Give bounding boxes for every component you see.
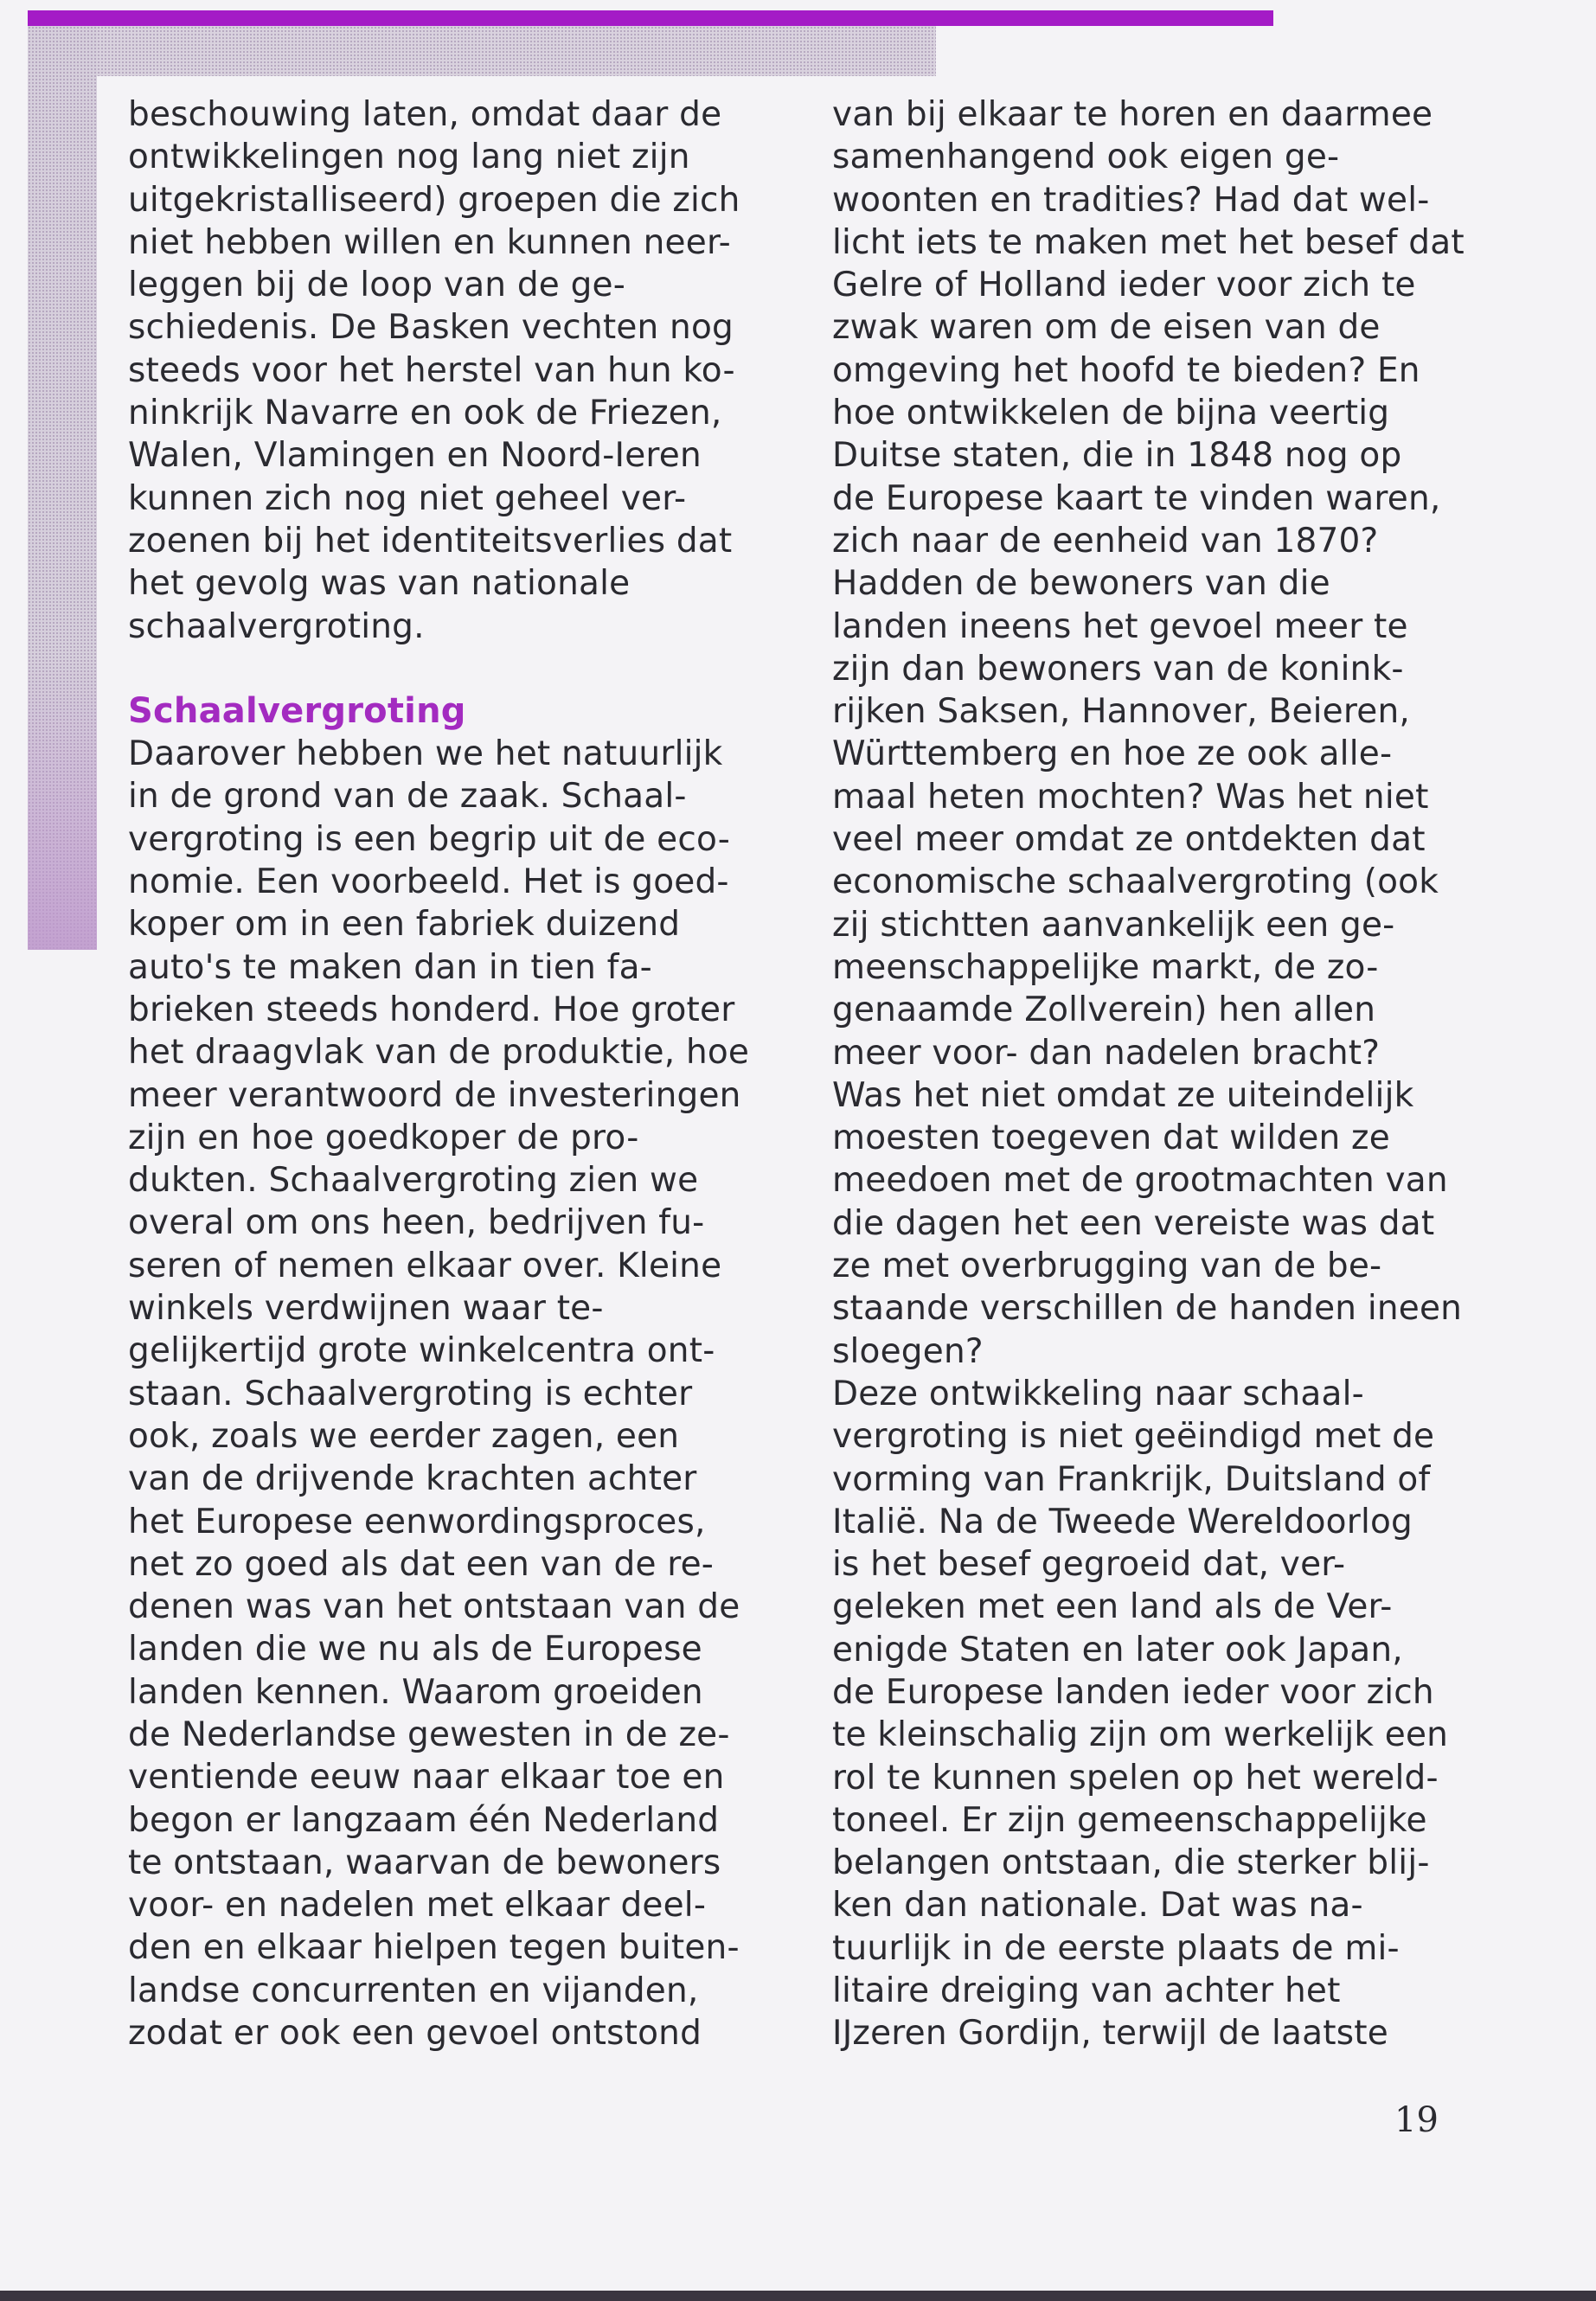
- text-line: Württemberg en hoe ze ook alle-: [832, 734, 1393, 774]
- section-heading: Schaalvergroting: [128, 690, 466, 731]
- left-paragraph-1: [128, 93, 751, 648]
- text-line: het Europese eenwordingsproces,: [128, 1502, 706, 1541]
- text-line: net zo goed als dat een van de re-: [128, 1544, 715, 1584]
- text-line: vergroting is een begrip uit de eco-: [128, 819, 731, 859]
- text-line: begon er langzaam één Nederland: [128, 1800, 720, 1840]
- text-line: omgeving het hoofd te bieden? En: [832, 350, 1420, 390]
- text-line: sloegen?: [832, 1331, 984, 1371]
- right-column: [832, 93, 1490, 2055]
- text-line: samenhangend ook eigen ge-: [832, 138, 1340, 177]
- text-line: ventiende eeuw naar elkaar toe en: [128, 1758, 725, 1798]
- text-line: staande verschillen de handen ineen: [832, 1289, 1463, 1329]
- text-line: in de grond van de zaak. Schaal-: [128, 777, 687, 817]
- text-line: steeds voor het herstel van hun ko-: [128, 350, 735, 390]
- right-paragraph-2: [832, 1373, 1490, 2055]
- text-line: hoe ontwikkelen de bijna veertig: [832, 394, 1390, 433]
- right-paragraph-1: [832, 93, 1490, 1373]
- text-line: vorming van Frankrijk, Duitsland of: [832, 1459, 1431, 1499]
- text-line: te ontstaan, waarvan de bewoners: [128, 1843, 721, 1882]
- page-number: 19: [1394, 2100, 1439, 2140]
- text-line: maal heten mochten? Was het niet: [832, 777, 1429, 817]
- text-line: den en elkaar hielpen tegen buiten-: [128, 1928, 740, 1968]
- text-line: zwak waren om de eisen van de: [832, 308, 1381, 348]
- text-line: ze met overbrugging van de be-: [832, 1247, 1382, 1286]
- text-line: woonten en tradities? Had dat wel-: [832, 180, 1430, 220]
- accent-bar: [28, 10, 1273, 26]
- text-line: gelijkertijd grote winkelcentra ont-: [128, 1331, 715, 1371]
- text-line: ninkrijk Navarre en ook de Friezen,: [128, 394, 722, 433]
- text-line: vergroting is niet geëindigd met de: [832, 1417, 1435, 1457]
- decorative-shade-fade: [28, 657, 97, 950]
- text-line: beschouwing laten, omdat daar de: [128, 95, 722, 134]
- text-line: uitgekristalliseerd) groepen die zich: [128, 180, 740, 220]
- text-line: dukten. Schaalvergroting zien we: [128, 1161, 699, 1201]
- text-line: nomie. Een voorbeeld. Het is goed-: [128, 862, 729, 902]
- text-line: meer voor- dan nadelen bracht?: [832, 1033, 1381, 1073]
- text-line: de Europese kaart te vinden waren,: [832, 478, 1441, 518]
- text-line: denen was van het ontstaan van de: [128, 1587, 740, 1627]
- text-line: auto's te maken dan in tien fa-: [128, 947, 652, 987]
- text-line: moesten toegeven dat wilden ze: [832, 1118, 1390, 1158]
- text-line: licht iets te maken met het besef dat: [832, 222, 1465, 262]
- text-line: kunnen zich nog niet geheel ver-: [128, 478, 687, 518]
- text-line: meedoen met de grootmachten van: [832, 1161, 1448, 1201]
- text-line: zijn en hoe goedkoper de pro-: [128, 1118, 639, 1157]
- text-line: landen ineens het gevoel meer te: [832, 606, 1408, 646]
- text-line: ken dan nationale. Dat was na-: [832, 1886, 1363, 1926]
- text-line: meenschappelijke markt, de zo-: [832, 947, 1379, 987]
- left-paragraph-2: [128, 733, 751, 2054]
- text-line: Walen, Vlamingen en Noord-Ieren: [128, 436, 702, 476]
- text-line: veel meer omdat ze ontdekten dat: [832, 820, 1426, 860]
- text-line: rijken Saksen, Hannover, Beieren,: [832, 692, 1410, 732]
- text-line: is het besef gegroeid dat, ver-: [832, 1545, 1346, 1585]
- text-line: de Nederlandse gewesten in de ze-: [128, 1715, 730, 1754]
- text-line: leggen bij de loop van de ge-: [128, 266, 625, 305]
- text-line: voor- en nadelen met elkaar deel-: [128, 1886, 707, 1926]
- text-line: van bij elkaar te horen en daarmee: [832, 95, 1433, 134]
- text-line: die dagen het een vereiste was dat: [832, 1203, 1435, 1243]
- text-line: zijn dan bewoners van de konink-: [832, 649, 1404, 689]
- text-line: winkels verdwijnen waar te-: [128, 1289, 604, 1329]
- text-line: het gevolg was van nationale: [128, 564, 631, 604]
- text-line: enigde Staten en later ook Japan,: [832, 1630, 1403, 1670]
- text-line: rol te kunnen spelen op het wereld-: [832, 1758, 1439, 1798]
- text-line: economische schaalvergroting (ook: [832, 862, 1439, 902]
- text-line: zodat er ook een gevoel ontstond: [128, 2014, 702, 2054]
- text-line: overal om ons heen, bedrijven fu-: [128, 1203, 705, 1243]
- text-line: belangen ontstaan, die sterker blij-: [832, 1843, 1430, 1883]
- text-line: landen die we nu als de Europese: [128, 1630, 702, 1670]
- decorative-shade-top: [28, 26, 936, 76]
- text-line: niet hebben willen en kunnen neer-: [128, 222, 731, 262]
- text-line: het draagvlak van de produktie, hoe: [128, 1033, 750, 1073]
- text-line: van de drijvende krachten achter: [128, 1459, 697, 1499]
- text-line: te kleinschalig zijn om werkelijk een: [832, 1715, 1449, 1755]
- text-line: seren of nemen elkaar over. Kleine: [128, 1246, 722, 1285]
- text-line: litaire dreiging van achter het: [832, 1971, 1341, 2011]
- text-line: Duitse staten, die in 1848 nog op: [832, 436, 1402, 476]
- text-line: zoenen bij het identiteitsverlies dat: [128, 521, 733, 561]
- text-line: genaamde Zollverein) hen allen: [832, 990, 1376, 1030]
- bottom-rule: [0, 2291, 1596, 2301]
- text-line: geleken met een land als de Ver-: [832, 1587, 1393, 1627]
- text-line: Was het niet omdat ze uiteindelijk: [832, 1075, 1414, 1115]
- text-line: de Europese landen ieder voor zich: [832, 1672, 1434, 1712]
- text-line: brieken steeds honderd. Hoe groter: [128, 990, 735, 1029]
- text-line: Daarover hebben we het natuurlijk: [128, 734, 723, 774]
- text-line: ook, zoals we eerder zagen, een: [128, 1416, 680, 1456]
- text-line: staan. Schaalvergroting is echter: [128, 1374, 693, 1413]
- text-line: Italië. Na de Tweede Wereldoorlog: [832, 1502, 1413, 1541]
- text-line: schaalvergroting.: [128, 606, 425, 646]
- text-line: zij stichtten aanvankelijk een ge-: [832, 905, 1395, 945]
- text-line: koper om in een fabriek duizend: [128, 905, 681, 945]
- text-line: landse concurrenten en vijanden,: [128, 1971, 699, 2010]
- text-line: Hadden de bewoners van die: [832, 564, 1330, 604]
- text-line: IJzeren Gordijn, terwijl de laatste: [832, 2014, 1388, 2054]
- text-line: landen kennen. Waarom groeiden: [128, 1672, 703, 1712]
- text-line: ontwikkelingen nog lang niet zijn: [128, 138, 690, 177]
- text-line: toneel. Er zijn gemeenschappelijke: [832, 1800, 1427, 1840]
- text-line: zich naar de eenheid van 1870?: [832, 521, 1379, 561]
- left-column: [128, 93, 751, 2054]
- text-line: tuurlijk in de eerste plaats de mi-: [832, 1928, 1400, 1968]
- text-line: Deze ontwikkeling naar schaal-: [832, 1374, 1364, 1413]
- text-line: meer verantwoord de investeringen: [128, 1075, 741, 1115]
- text-line: Gelre of Holland ieder voor zich te: [832, 266, 1416, 305]
- text-line: schiedenis. De Basken vechten nog: [128, 308, 734, 348]
